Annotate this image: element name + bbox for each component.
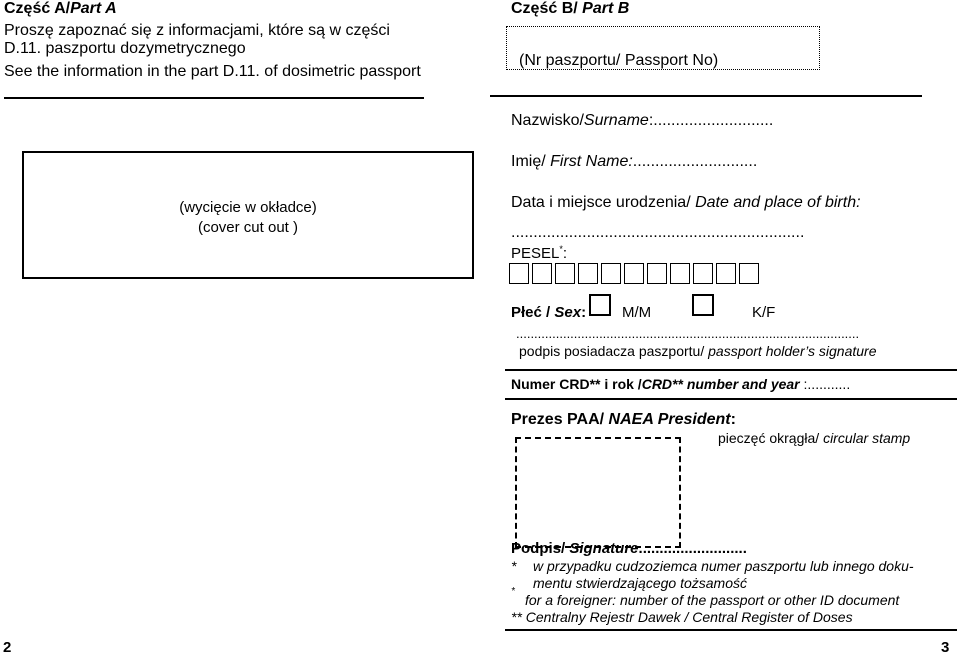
footnote-1-line2: mentu stwierdzającego tożsamość <box>533 575 747 591</box>
birth-field <box>511 194 861 212</box>
crd-label-pl: Numer CRD** i rok / <box>511 376 642 392</box>
sex-label <box>511 304 586 321</box>
crd-field <box>511 376 850 392</box>
pesel-label <box>511 245 567 262</box>
president-signature-field <box>511 540 747 557</box>
stamp-placeholder-box <box>515 437 681 548</box>
pesel-text: PESEL <box>511 245 560 262</box>
president-label <box>511 411 736 429</box>
stamp-caption-pl: pieczęć okrągła/ <box>718 430 824 446</box>
passport-number-box <box>506 26 820 70</box>
sex-colon: : <box>581 304 587 321</box>
part-b-rule-bottom <box>505 629 957 631</box>
pesel-cell[interactable] <box>578 263 598 284</box>
surname-label-en: Surname <box>583 112 649 129</box>
president-signature-en: Signature <box>569 540 639 557</box>
signature-dots: ............................................................................................... <box>516 326 860 341</box>
footnote-2-mark: * <box>511 586 515 597</box>
part-b-rule-top <box>490 95 922 97</box>
pesel-cell[interactable] <box>716 263 736 284</box>
part-a-title <box>4 0 117 18</box>
part-b-title-en: Part B <box>582 0 630 17</box>
president-signature-dots: .......................... <box>638 540 747 557</box>
surname-field <box>511 112 773 130</box>
passport-number-label: (Nr paszportu/ Passport No) <box>519 52 719 69</box>
pesel-footnote-mark: * <box>559 244 563 254</box>
page-number-right: 3 <box>941 639 950 656</box>
firstname-label-en: First Name: <box>550 153 633 170</box>
president-signature-pl: Podpis/ <box>511 540 570 557</box>
pesel-cell[interactable] <box>670 263 690 284</box>
birth-label-en: Date and place of birth: <box>695 194 861 211</box>
president-label-pl: Prezes PAA/ <box>511 411 609 428</box>
cover-cutout-label-en: (cover cut out ) <box>197 219 299 236</box>
sex-label-pl: Płeć / <box>511 304 555 321</box>
president-colon: : <box>730 411 736 428</box>
part-a-title-pl: Część A/ <box>4 0 71 17</box>
pesel-colon: : <box>562 245 568 262</box>
part-b-rule-signature <box>505 369 957 371</box>
birth-dots: .................................................................. <box>511 224 805 241</box>
sex-female-label: K/F <box>752 304 776 321</box>
part-a-line2: D.11. paszportu dozymetrycznego <box>4 40 246 57</box>
pesel-cell[interactable] <box>624 263 644 284</box>
pesel-cell[interactable] <box>601 263 621 284</box>
holder-signature-caption <box>519 343 877 359</box>
part-b-rule-crd <box>505 398 957 400</box>
firstname-label-pl: Imię/ <box>511 153 551 170</box>
president-label-en: NAEA President <box>608 411 731 428</box>
part-a-rule <box>4 97 424 99</box>
part-a-title-en: Part A <box>70 0 117 17</box>
cover-cutout-label-pl: (wycięcie w okładce) <box>179 199 317 216</box>
stamp-caption <box>718 430 910 446</box>
firstname-field <box>511 153 757 171</box>
part-a-line1: Proszę zapoznać się z informacjami, które są w części <box>4 22 390 39</box>
part-b-title <box>511 0 629 18</box>
cover-cutout-box <box>22 151 474 279</box>
pesel-cell[interactable] <box>739 263 759 284</box>
pesel-cell[interactable] <box>555 263 575 284</box>
sex-label-en: Sex <box>554 304 582 321</box>
page-number-left: 2 <box>3 639 12 656</box>
crd-dots: :........... <box>799 376 851 392</box>
part-a-line3: See the information in the part D.11. of dosimetric passport <box>4 63 421 80</box>
birth-label-pl: Data i miejsce urodzenia/ <box>511 194 696 211</box>
sex-male-label: M/M <box>622 304 652 321</box>
part-b-title-pl: Część B/ <box>511 0 583 17</box>
sex-male-checkbox[interactable] <box>589 294 611 316</box>
pesel-cell[interactable] <box>647 263 667 284</box>
holder-signature-pl: podpis posiadacza paszportu/ <box>519 343 709 359</box>
holder-signature-en: passport holder’s signature <box>708 343 877 359</box>
footnote-3-text: ** Centralny Rejestr Dawek / Central Register of Doses <box>511 609 853 625</box>
crd-label-en: CRD** number and year <box>641 376 800 392</box>
pesel-cell[interactable] <box>509 263 529 284</box>
firstname-dots: ............................ <box>632 153 758 170</box>
footnote-1-line1: w przypadku cudzoziemca numer paszportu lub innego doku- <box>533 558 914 574</box>
surname-label-pl: Nazwisko/ <box>511 112 584 129</box>
footnote-1-mark: * <box>511 558 517 574</box>
sex-female-checkbox[interactable] <box>692 294 714 316</box>
pesel-cell[interactable] <box>693 263 713 284</box>
surname-dots: :........................... <box>648 112 774 129</box>
pesel-cell[interactable] <box>532 263 552 284</box>
footnote-2-text: for a foreigner: number of the passport or other ID document <box>525 592 900 608</box>
stamp-caption-en: circular stamp <box>823 430 911 446</box>
